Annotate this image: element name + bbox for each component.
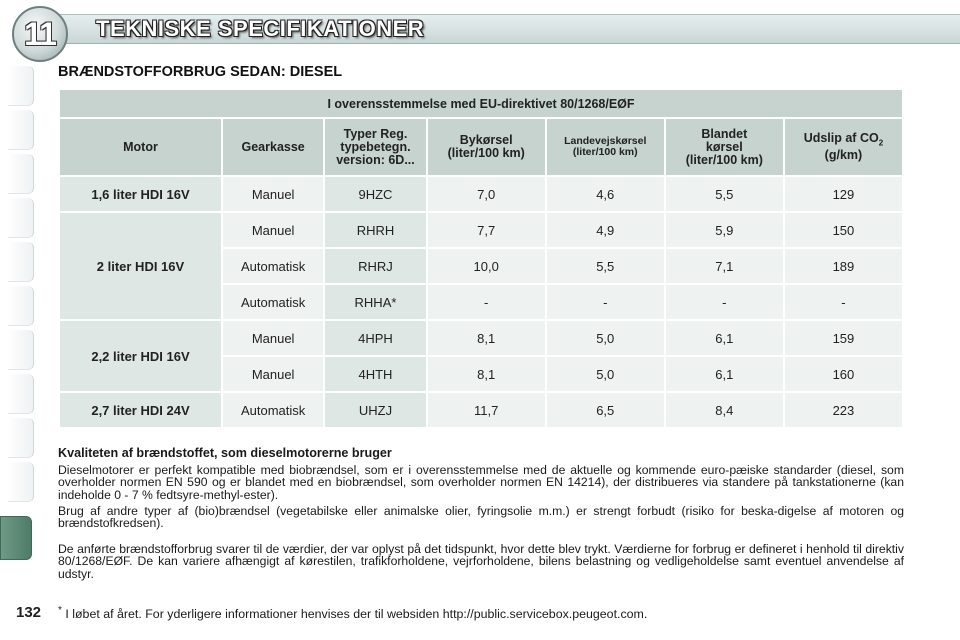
cell-typer: RHRH: [325, 213, 425, 247]
cell-bykorsel: 7,7: [428, 213, 545, 247]
cell-co2: 150: [785, 213, 902, 247]
chapter-tab[interactable]: [8, 154, 34, 194]
column-header-landevejskorsel: Landevejskørsel (liter/100 km): [547, 119, 664, 175]
page-header: [0, 0, 960, 52]
cell-co2: 159: [785, 321, 902, 355]
chapter-number: 11: [24, 15, 56, 52]
chapter-tab-active[interactable]: [0, 516, 32, 560]
chapter-tab[interactable]: [8, 66, 34, 106]
cell-co2: 160: [785, 357, 902, 391]
cell-typer: RHHA*: [325, 285, 425, 319]
quality-heading: Kvaliteten af brændstoffet, som dieselmotorerne bruger: [58, 446, 392, 460]
column-header-udslip: Udslip af $CO_2$ (g/km): [785, 119, 902, 175]
chapter-tabs: [0, 60, 40, 620]
cell-gearkasse: Automatisk: [223, 393, 323, 427]
cell-typer: RHRJ: [325, 249, 425, 283]
cell-landevej: 4,6: [547, 177, 664, 211]
cell-motor: 2 liter HDI 16V: [60, 213, 221, 319]
cell-bykorsel: 11,7: [428, 393, 545, 427]
cell-gearkasse: Manuel: [223, 213, 323, 247]
footnote-text: I løbet af året. For yderligere informationer henvises der til websiden http://public.servicebox.peugeot.com.: [61, 607, 648, 622]
column-header-gearkasse: Gearkasse: [223, 119, 323, 175]
cell-gearkasse: Manuel: [223, 321, 323, 355]
cell-co2: 189: [785, 249, 902, 283]
cell-blandet: 8,4: [666, 393, 783, 427]
cell-blandet: 6,1: [666, 357, 783, 391]
cell-blandet: 7,1: [666, 249, 783, 283]
table-row: [60, 177, 902, 211]
cell-motor: 1,6 liter HDI 16V: [60, 177, 221, 211]
cell-landevej: 5,0: [547, 321, 664, 355]
cell-blandet: 5,9: [666, 213, 783, 247]
table-row: [60, 213, 902, 247]
cell-landevej: 5,0: [547, 357, 664, 391]
column-header-bykorsel: Bykørsel (liter/100 km): [428, 119, 545, 175]
cell-co2: -: [785, 285, 902, 319]
chapter-tab[interactable]: [8, 242, 34, 282]
column-header-row: [60, 119, 902, 175]
cell-gearkasse: Automatisk: [223, 285, 323, 319]
cell-gearkasse: Manuel: [223, 357, 323, 391]
cell-bykorsel: -: [428, 285, 545, 319]
quality-paragraph-3: De anførte brændstofforbrug svarer til de værdier, der var oplyst på det tidspunkt, hvor dette blev trykt. Værdierne for forbrug er defineret i henhold til direktiv 80/1268/EØF. De kan variere afhængigt af kørestilen, trafikforholdene, vejrforholdene, bilens belastning og vedligeholdelse samt eventuel anvendelse af udstyr.: [58, 542, 904, 581]
chapter-tab[interactable]: [8, 462, 34, 502]
cell-typer: UHZJ: [325, 393, 425, 427]
cell-blandet: 6,1: [666, 321, 783, 355]
cell-landevej: 6,5: [547, 393, 664, 427]
cell-motor: 2,2 liter HDI 16V: [60, 321, 221, 391]
directive-header: I overensstemmelse med EU-direktivet 80/1268/EØF: [60, 90, 902, 117]
cell-bykorsel: 8,1: [428, 357, 545, 391]
cell-blandet: -: [666, 285, 783, 319]
chapter-tab[interactable]: [8, 374, 34, 414]
cell-blandet: 5,5: [666, 177, 783, 211]
chapter-tab[interactable]: [8, 418, 34, 458]
cell-bykorsel: 8,1: [428, 321, 545, 355]
table-row: [60, 321, 902, 355]
page-number: 132: [16, 604, 42, 621]
chapter-tab[interactable]: [8, 110, 34, 150]
chapter-badge: [12, 6, 68, 62]
fuel-consumption-table: [58, 88, 904, 429]
cell-bykorsel: 7,0: [428, 177, 545, 211]
section-title: BRÆNDSTOFFORBRUG SEDAN: DIESEL: [58, 64, 343, 80]
cell-bykorsel: 10,0: [428, 249, 545, 283]
cell-typer: 4HPH: [325, 321, 425, 355]
chapter-tab[interactable]: [8, 330, 34, 370]
table-row: [60, 393, 902, 427]
chapter-tab[interactable]: [8, 198, 34, 238]
footnote-mark: *: [58, 605, 62, 616]
cell-landevej: 4,9: [547, 213, 664, 247]
cell-typer: 4HTH: [325, 357, 425, 391]
cell-typer: 9HZC: [325, 177, 425, 211]
cell-gearkasse: Manuel: [223, 177, 323, 211]
chapter-tab[interactable]: [8, 286, 34, 326]
cell-gearkasse: Automatisk: [223, 249, 323, 283]
footnote: [58, 605, 647, 621]
column-header-typer: Typer Reg. typebetegn. version: 6D...: [325, 119, 425, 175]
column-header-blandet: Blandet kørsel (liter/100 km): [666, 119, 783, 175]
cell-landevej: 5,5: [547, 249, 664, 283]
page-title: TEKNISKE SPECIFIKATIONER: [96, 16, 425, 41]
column-header-motor: Motor: [60, 119, 221, 175]
quality-paragraph-1: Dieselmotorer er perfekt kompatible med biobrændsel, som er i overensstemmelse med de aktuelle og kommende euro-pæiske standarder (diesel, som overholder normen EN 590 og er blandet med en biobrændsel, som overholder normen EN 14214), der distribueres via standere på tankstationerne (kan indeholde 0 - 7 % fedtsyre-methyl-ester).: [58, 463, 904, 502]
cell-motor: 2,7 liter HDI 24V: [60, 393, 221, 427]
cell-co2: 223: [785, 393, 902, 427]
cell-co2: 129: [785, 177, 902, 211]
quality-paragraph-2: Brug af andre typer af (bio)brændsel (vegetabilske eller animalske olier, fyringsolie m.m.) er strengt forbudt (risiko for beska-digelse af motoren og brændstofkredsen).: [58, 504, 904, 531]
cell-landevej: -: [547, 285, 664, 319]
